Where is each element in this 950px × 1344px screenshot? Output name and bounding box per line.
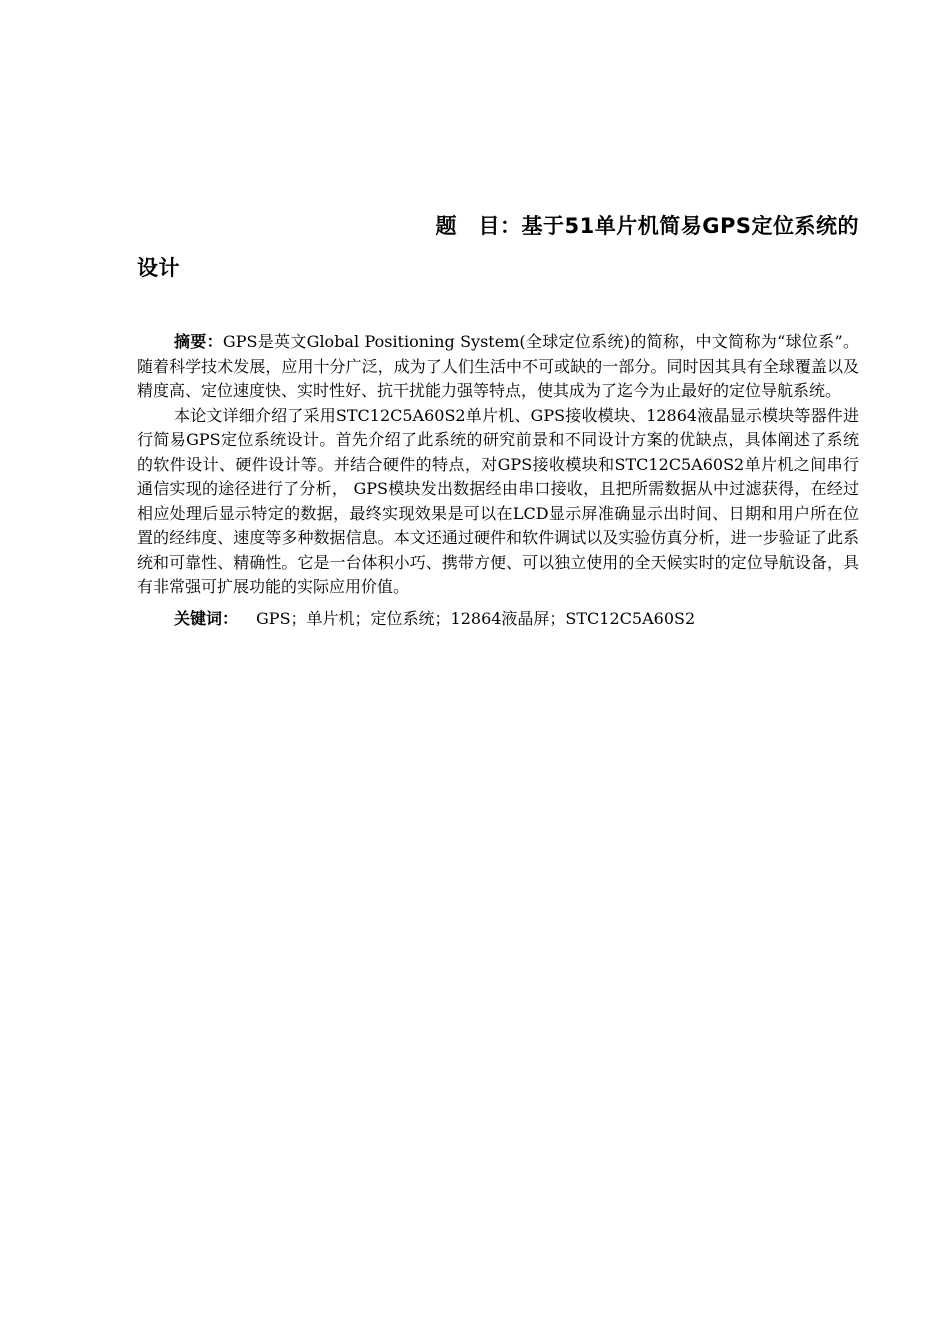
keywords-text: GPS；单片机；定位系统；12864液晶屏；STC12C5A60S2 xyxy=(256,608,696,628)
abstract-paragraph-1-text: GPS是英文Global Positioning System(全球定位系统)的简称，中文简称为“球位系”。随着科学技术发展，应用十分广泛，成为了人们生活中不可或缺的一部分。同时因其具有全球覆盖以及精度高、定位速度快、实时性好、抗干扰能力强等特点，使其成为了迄今为止最好的定位导航系统。 xyxy=(137,332,859,400)
title-label: 题 目： xyxy=(435,214,522,238)
abstract-paragraph-1 xyxy=(137,330,859,404)
title-line-1 xyxy=(137,205,859,247)
title-text-line-1: 基于51单片机简易GPS定位系统的 xyxy=(521,214,859,238)
abstract-label: 摘要： xyxy=(174,332,223,351)
abstract-section xyxy=(137,330,859,631)
keywords-line xyxy=(137,607,859,631)
abstract-paragraph-2: 本论文详细介绍了采用STC12C5A60S2单片机、GPS接收模块、12864液晶显示模块等器件进行简易GPS定位系统设计。首先介绍了此系统的研究前景和不同设计方案的优缺点，具体阐述了系统的软件设计、硬件设计等。并结合硬件的特点，对GPS接收模块和STC12C5A60S2单片机之间串行通信实现的途径进行了分析， GPS模块发出数据经由串口接收，且把所需数据从中过滤获得，在经过相应处理后显示特定的数据，最终实现效果是可以在LCD显示屏准确显示出时间、日期和用户所在位置的经纬度、速度等多种数据信息。本文还通过硬件和软件调试以及实验仿真分析，进一步验证了此系统和可靠性、精确性。它是一台体积小巧、携带方便、可以独立使用的全天候实时的定位导航设备，具有非常强可扩展功能的实际应用价值。 xyxy=(137,405,859,596)
title-line-2: 设计 xyxy=(137,256,180,280)
thesis-title xyxy=(137,205,859,289)
keywords-label: 关键词： xyxy=(174,608,239,628)
